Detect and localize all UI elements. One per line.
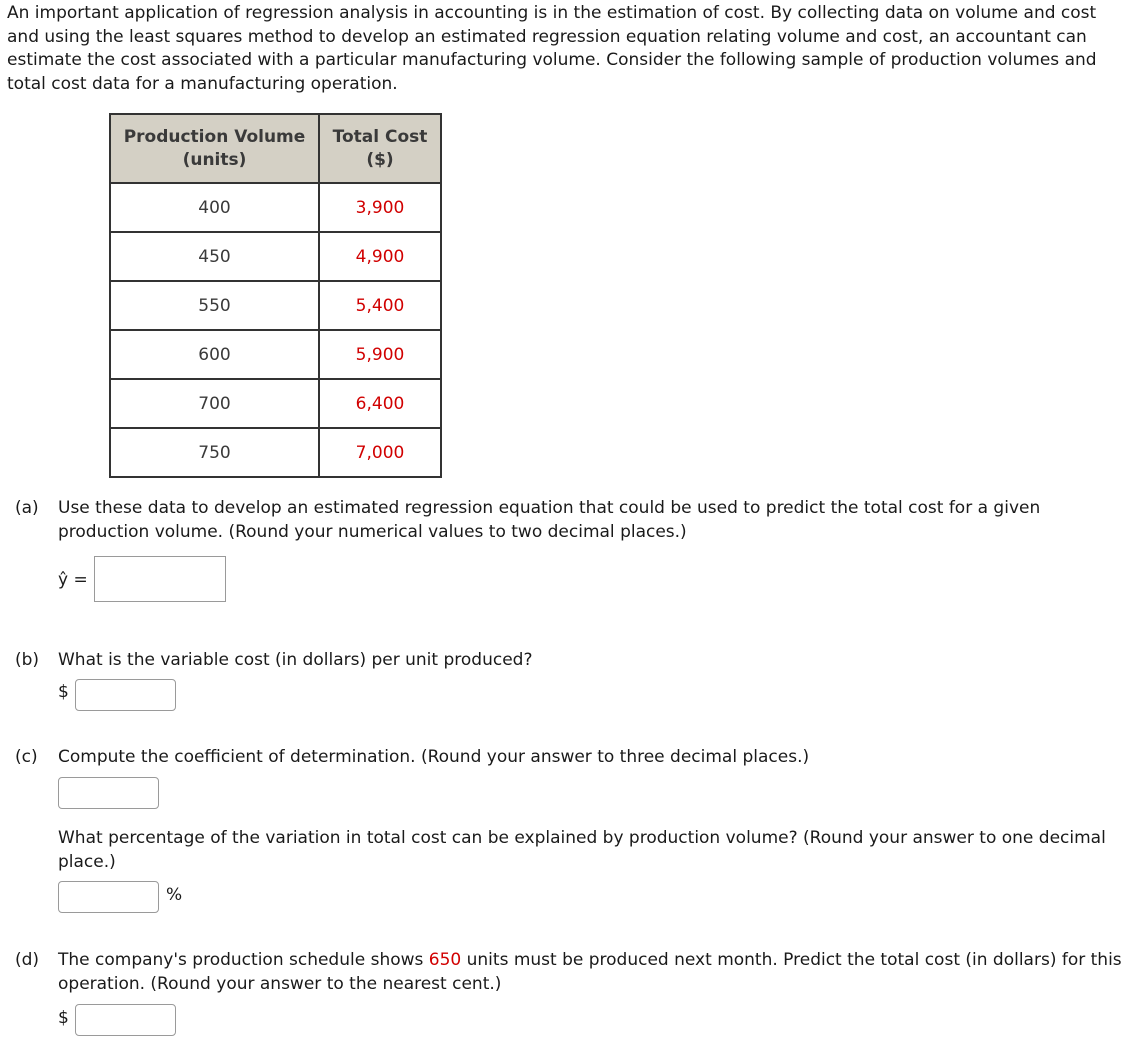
dollar-prefix: $ [58, 1008, 69, 1028]
variable-cost-input[interactable] [75, 679, 176, 711]
table-row [110, 428, 441, 477]
part-d-label: (d) [15, 950, 40, 970]
header-total-cost [319, 114, 441, 183]
dollar-prefix: $ [58, 682, 69, 702]
cost-cell: 6,400 [319, 379, 441, 428]
table-header-row [110, 114, 441, 183]
part-d-text-after: units must be produced next month. Predict the total cost (in dollars) for this operation. (Round your answer to the nearest cent.) [58, 950, 1122, 994]
header-line: ($) [366, 149, 394, 170]
table-row [110, 379, 441, 428]
part-d [15, 948, 1140, 998]
cost-cell: 5,900 [319, 330, 441, 379]
regression-equation-input[interactable] [94, 556, 226, 602]
table-row [110, 232, 441, 281]
header-line: Total Cost [332, 126, 428, 147]
part-c-text: Compute the coefficient of determination. (Round your answer to three decimal places.) [58, 747, 810, 767]
header-line: (units) [182, 149, 247, 170]
part-a-label: (a) [15, 498, 39, 518]
part-a [15, 496, 1135, 546]
part-d-text [58, 948, 1140, 996]
intro-paragraph: An important application of regression analysis in accounting is in the estimation of cost. By collecting data on volume and cost and using the least squares method to develop an estimated regression equation relating volume and cost, an accountant can estimate the cost associated with a particular manufacturing volume. Consider the following sample of production volumes and total cost data for a manufacturing operation. [7, 3, 1097, 94]
volume-cell: 450 [110, 232, 319, 281]
production-units-highlight: 650 [428, 950, 462, 970]
cost-cell: 5,400 [319, 281, 441, 330]
part-c-followup-text: What percentage of the variation in total cost can be explained by production volume? (Round your answer to one decimal place.) [58, 828, 1106, 872]
part-c-label: (c) [15, 747, 38, 767]
part-b-text: What is the variable cost (in dollars) per unit produced? [58, 650, 533, 670]
part-b [15, 648, 1135, 672]
y-hat-symbol: ŷ = [58, 570, 88, 590]
volume-cell: 400 [110, 183, 319, 232]
table-row [110, 281, 441, 330]
volume-cell: 750 [110, 428, 319, 477]
table-row [110, 183, 441, 232]
data-table [109, 113, 442, 478]
cost-cell: 3,900 [319, 183, 441, 232]
part-d-text-before: The company's production schedule shows [58, 950, 429, 970]
volume-cell: 700 [110, 379, 319, 428]
header-line: Production Volume [123, 126, 306, 147]
predicted-total-cost-input[interactable] [75, 1004, 176, 1036]
cost-cell: 4,900 [319, 232, 441, 281]
cost-cell: 7,000 [319, 428, 441, 477]
part-a-text: Use these data to develop an estimated regression equation that could be used to predict the total cost for a given production volume. (Round your numerical values to two decimal places.) [58, 498, 1041, 542]
volume-cell: 600 [110, 330, 319, 379]
coefficient-of-determination-input[interactable] [58, 777, 159, 809]
part-c [15, 745, 1135, 769]
percentage-explained-input[interactable] [58, 881, 159, 913]
part-b-label: (b) [15, 650, 40, 670]
percent-suffix: % [166, 885, 183, 905]
volume-cell: 550 [110, 281, 319, 330]
header-production-volume [110, 114, 319, 183]
table-row [110, 330, 441, 379]
